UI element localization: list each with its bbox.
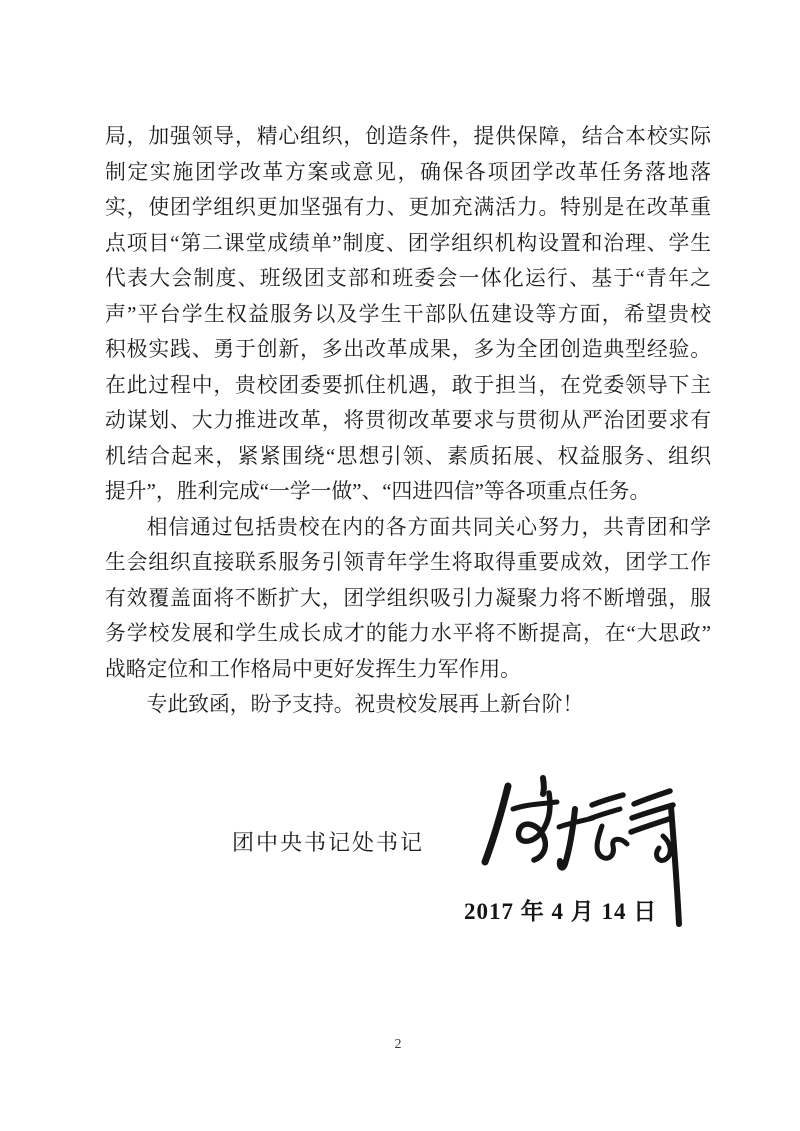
- text-line: 代表大会制度、班级团支部和班委会一体化运行、基于“青年之: [105, 267, 711, 290]
- text-line: 积极实践、勇于创新，多出改革成果，多为全团创造典型经验。: [105, 338, 711, 361]
- text-line: 务学校发展和学生成长成才的能力水平将不断提高，在“大思政”: [105, 622, 711, 645]
- text-line: 实，使团学组织更加坚强有力、更加充满活力。特别是在改革重: [105, 196, 711, 219]
- text-line: 局，加强领导，精心组织，创造条件，提供保障，结合本校实际: [105, 125, 711, 148]
- text-line: 有效覆盖面将不断扩大，团学组织吸引力凝聚力将不断增强，服: [105, 586, 711, 610]
- text-line: 机结合起来，紧紧围绕“思想引领、素质拓展、权益服务、组织: [105, 444, 711, 468]
- text-line: 在此过程中，贵校团委要抓住机遇，敢于担当，在党委领导下主: [105, 373, 711, 397]
- text-line: 生会组织直接联系服务引领青年学生将取得重要成效，团学工作: [105, 551, 711, 574]
- text-line: 相信通过包括贵校在内的各方面共同关心努力，共青团和学: [146, 515, 711, 539]
- text-line: 动谋划、大力推进改革，将贯彻改革要求与贯彻从严治团要求有: [105, 409, 711, 432]
- text-line: 声”平台学生权益服务以及学生干部队伍建设等方面，希望贵校: [105, 302, 711, 326]
- text-line: 提升”，胜利完成“一学一做”、“四进四信”等各项重点任务。: [105, 480, 651, 503]
- letter-body: [105, 119, 711, 723]
- signer-title: 团中央书记处书记: [232, 830, 425, 855]
- text-line: 战略定位和工作格局中更好发挥生力军作用。: [105, 657, 521, 681]
- text-line: 制定实施团学改革方案或意见，确保各项团学改革任务落地落: [105, 160, 711, 184]
- text-line: 点项目“第二课堂成绩单”制度、团学组织机构设置和治理、学生: [105, 231, 711, 255]
- signature-date: 2017 年 4 月 14 日: [464, 899, 658, 924]
- text-line: 专此致函，盼予支持。祝贵校发展再上新台阶！: [146, 693, 584, 716]
- page-number: 2: [394, 1037, 402, 1052]
